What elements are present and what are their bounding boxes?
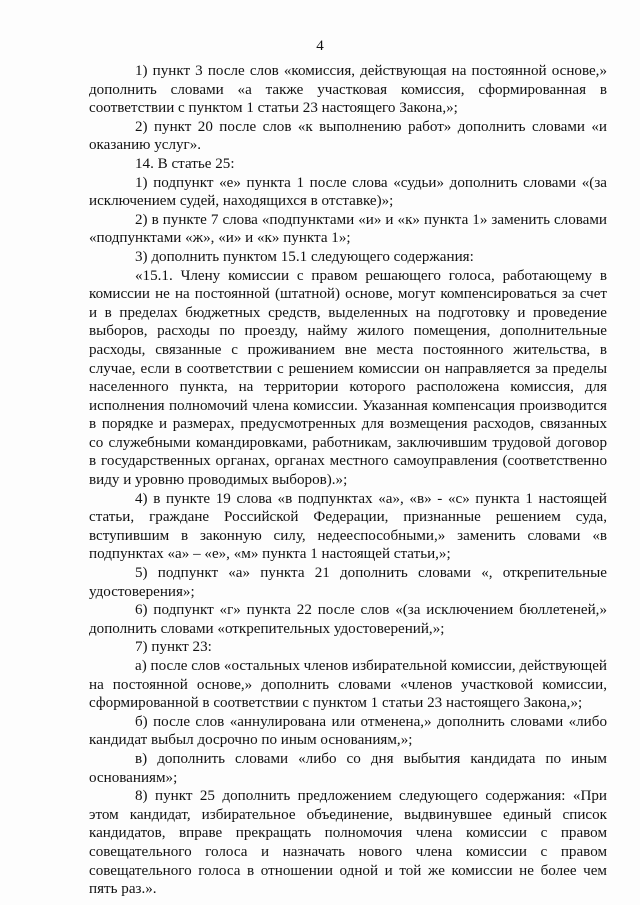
paragraph-point-23-heading: 7) пункт 23: (135, 639, 212, 656)
paragraph-amend-point-3: 1) пункт 3 после слов «комиссия, действующая на постоянной основе,» дополнить словами «а также участковая комиссия, сформированная в соответствии с пунктом 1 статьи 23 настоящего Закона,»; (89, 63, 607, 117)
paragraph-point-23-a: а) после слов «остальных членов избирательной комиссии, действующей на постоянной основе,» дополнить словами «членов участковой комиссии, сформированной в соответствии с пунктом 1 статьи 23 настоящего Закона,»; (89, 658, 607, 712)
paragraph-point-22: 6) подпункт «г» пункта 22 после слов «(за исключением бюллетеней,» дополнить словами «открепительных удостоверений,»; (89, 602, 607, 637)
paragraph-point-23-b: б) после слов «аннулирована или отменена,» дополнить словами «либо кандидат выбыл досрочно по иным основаниям,»; (89, 713, 607, 749)
paragraph-point-7: 2) в пункте 7 слова «подпунктами «и» и «к» пункта 1» заменить словами «подпунктами «ж», «и» и «к» пункта 1»; (89, 211, 607, 247)
page-number: 4 (316, 38, 324, 54)
paragraph-article-25-heading: 14. В статье 25: (135, 155, 235, 172)
paragraph-point-23-v: в) дополнить словами «либо со дня выбытия кандидата по иным основаниям»; (89, 750, 607, 786)
document-body (89, 62, 607, 899)
paragraph-point-21: 5) подпункт «а» пункта 21 дополнить словами «, открепительные удостоверения»; (89, 565, 607, 600)
paragraph-point-15-1-text: «15.1. Члену комиссии с правом решающего голоса, работающему в комиссии не на постоянной (штатной) основе, могут компенсироваться за счет и в пределах бюджетных средств, выделенных на подготовку и проведение выборов, расходы по проезду, найму жилого помещения, дополнительные расходы, связанные с проживанием вне места постоянного жительства, в случае, если в соответствии с решением комиссии он направляется за пределы населенного пункта, на территории которого расположена комиссия, для исполнения полномочий члена комиссии. Указанная компенсация производится в порядке и размерах, предусмотренных для возмещения расходов, связанных со служебными командировками, работникам, заключившим трудовой договор в государственных органах, органах местного самоуправления (соответственно виду и уровню проводимых выборов).»; (89, 267, 607, 489)
paragraph-point-19: 4) в пункте 19 слова «в подпунктах «а», «в» - «с» пункта 1 настоящей статьи, граждане Российской Федерации, признанные решением суда, вступившим в законную силу, недееспособными,» заменить словами «в подпунктах «а» – «е», «м» пункта 1 настоящей статьи,»; (89, 490, 607, 563)
paragraph-subpoint-e: 1) подпункт «е» пункта 1 после слова «судьи» дополнить словами «(за исключением судей, находящихся в отставке)»; (89, 174, 607, 210)
paragraph-point-25: 8) пункт 25 дополнить предложением следующего содержания: «При этом кандидат, избирательное объединение, выдвинувшее единый список кандидатов, вправе прекращать полномочия члена комиссии с правом совещательного голоса и назначать нового члена комиссии с правом совещательного голоса в отношении одной и той же комиссии не более чем пять раз.». (89, 788, 607, 898)
paragraph-add-point-15-1: 3) дополнить пунктом 15.1 следующего содержания: (135, 248, 474, 265)
paragraph-amend-point-20: 2) пункт 20 после слов «к выполнению работ» дополнить словами «и оказанию услуг». (89, 118, 607, 154)
